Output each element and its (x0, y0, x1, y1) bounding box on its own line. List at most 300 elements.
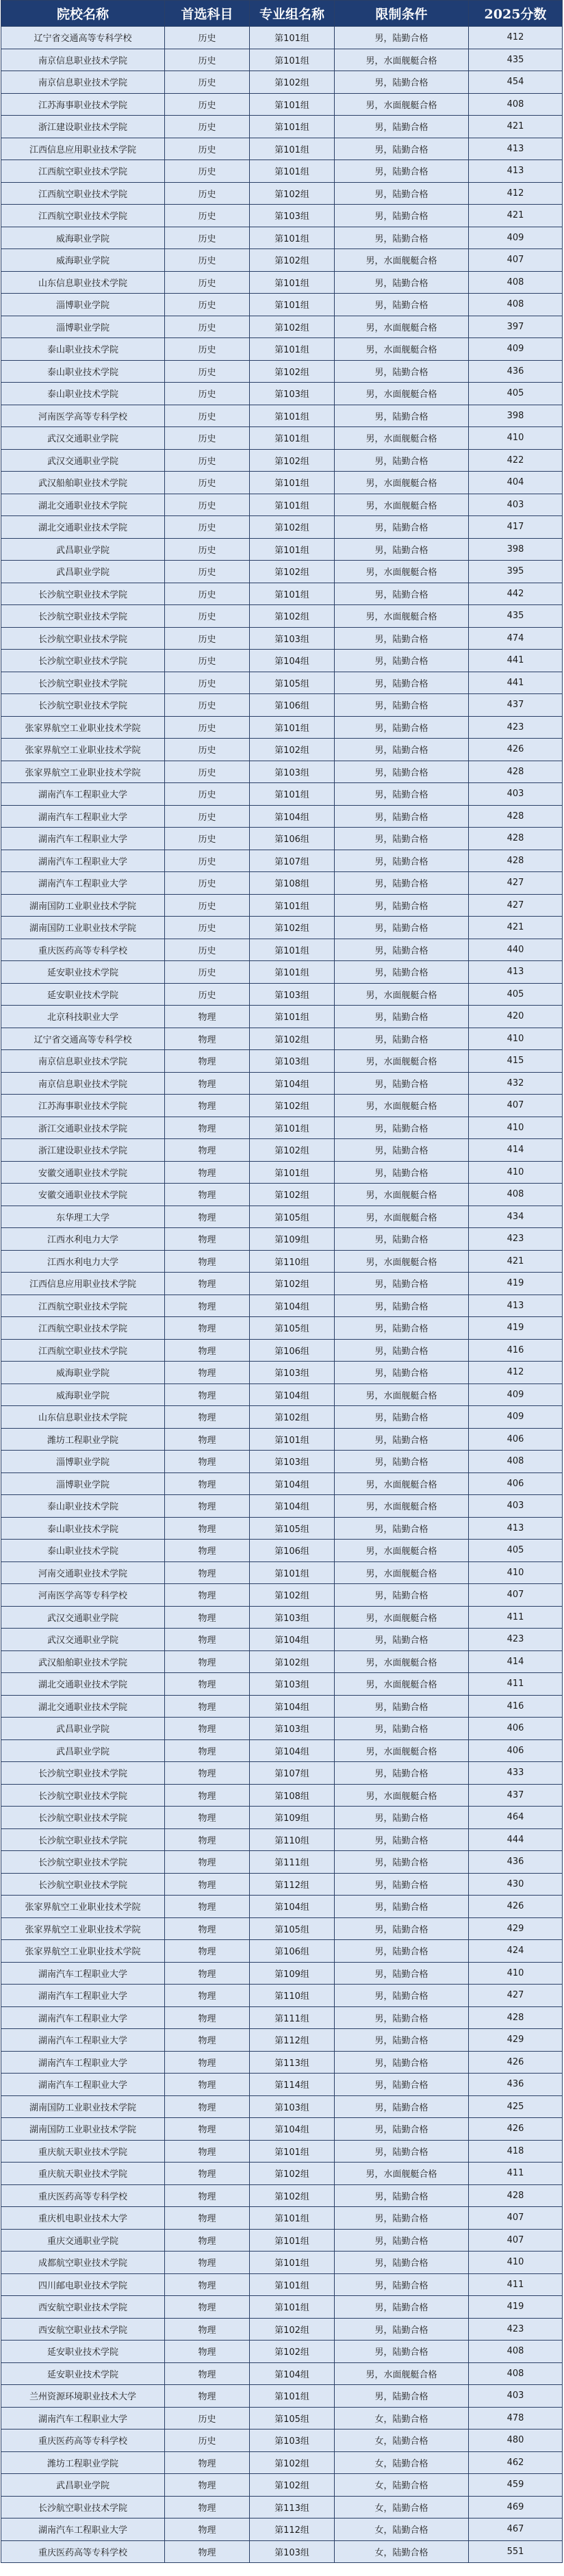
cell-major-group: 第104组 (250, 1629, 335, 1651)
cell-score: 420 (469, 1006, 563, 1028)
table-row (1, 1362, 563, 1384)
cell-major-group: 第101组 (250, 583, 335, 605)
cell-restriction: 女，陆勤合格 (335, 2407, 469, 2430)
cell-school-name: 湖南国防工业职业技术学院 (1, 894, 165, 917)
table-row (1, 1472, 563, 1495)
table-row (1, 2095, 563, 2118)
cell-restriction: 男，陆勤合格 (335, 2207, 469, 2230)
cell-first-subject: 物理 (165, 1718, 250, 1740)
cell-score: 411 (469, 2163, 563, 2185)
cell-major-group: 第105组 (250, 1317, 335, 1340)
cell-score: 412 (469, 1362, 563, 1384)
cell-restriction: 男，水面舰艇合格 (335, 1650, 469, 1673)
cell-restriction: 男，水面舰艇合格 (335, 49, 469, 71)
cell-restriction: 男，陆勤合格 (335, 1028, 469, 1050)
cell-score: 408 (469, 1184, 563, 1206)
cell-score: 410 (469, 1117, 563, 1139)
cell-first-subject: 物理 (165, 1161, 250, 1184)
cell-school-name: 淄博职业学院 (1, 316, 165, 338)
cell-score: 469 (469, 2496, 563, 2518)
cell-major-group: 第101组 (250, 494, 335, 516)
table-row (1, 1962, 563, 1985)
cell-restriction: 男，陆勤合格 (335, 1896, 469, 1918)
cell-first-subject: 历史 (165, 383, 250, 405)
cell-score: 413 (469, 160, 563, 183)
cell-restriction: 男，陆勤合格 (335, 872, 469, 895)
cell-restriction: 男，水面舰艇合格 (335, 983, 469, 1006)
cell-major-group: 第105组 (250, 1206, 335, 1228)
cell-restriction: 男，陆勤合格 (335, 1317, 469, 1340)
cell-first-subject: 物理 (165, 1495, 250, 1518)
cell-score: 442 (469, 583, 563, 605)
cell-first-subject: 物理 (165, 2074, 250, 2096)
table-row (1, 1095, 563, 1117)
cell-school-name: 南京信息职业技术学院 (1, 1050, 165, 1073)
cell-school-name: 江西航空职业技术学院 (1, 1295, 165, 1317)
cell-school-name: 河南医学高等专科学校 (1, 405, 165, 427)
table-row (1, 1718, 563, 1740)
table-row (1, 805, 563, 828)
cell-school-name: 湖南汽车工程职业大学 (1, 872, 165, 895)
cell-score: 411 (469, 1673, 563, 1696)
cell-school-name: 长沙航空职业技术学院 (1, 1873, 165, 1896)
cell-first-subject: 历史 (165, 2430, 250, 2452)
table-row (1, 1383, 563, 1406)
cell-major-group: 第104组 (250, 1295, 335, 1317)
cell-school-name: 张家界航空工业职业技术学院 (1, 761, 165, 783)
cell-restriction: 男，陆勤合格 (335, 271, 469, 294)
cell-school-name: 湖南国防工业职业技术学院 (1, 917, 165, 939)
cell-first-subject: 物理 (165, 1428, 250, 1451)
cell-major-group: 第102组 (250, 1139, 335, 1162)
cell-major-group: 第114组 (250, 2074, 335, 2096)
cell-school-name: 长沙航空职业技术学院 (1, 694, 165, 717)
cell-school-name: 湖南汽车工程职业大学 (1, 805, 165, 828)
cell-restriction: 男，陆勤合格 (335, 1072, 469, 1095)
cell-major-group: 第105组 (250, 1917, 335, 1940)
cell-restriction: 男，水面舰艇合格 (335, 427, 469, 450)
cell-major-group: 第102组 (250, 739, 335, 761)
cell-score: 416 (469, 1339, 563, 1362)
cell-major-group: 第101组 (250, 227, 335, 249)
cell-major-group: 第101组 (250, 2273, 335, 2296)
table-row (1, 316, 563, 338)
table-row (1, 427, 563, 450)
table-row (1, 93, 563, 116)
table-row (1, 828, 563, 850)
table-row (1, 1561, 563, 1584)
cell-school-name: 山东信息职业技术学院 (1, 1406, 165, 1429)
table-row (1, 1317, 563, 1340)
cell-score: 426 (469, 2051, 563, 2074)
cell-school-name: 武昌职业学院 (1, 2474, 165, 2497)
table-row (1, 360, 563, 383)
cell-restriction: 男，陆勤合格 (335, 783, 469, 806)
cell-restriction: 男，陆勤合格 (335, 1807, 469, 1829)
cell-first-subject: 物理 (165, 1629, 250, 1651)
cell-first-subject: 物理 (165, 2029, 250, 2052)
cell-score: 428 (469, 2006, 563, 2029)
cell-score: 454 (469, 71, 563, 94)
cell-major-group: 第103组 (250, 2095, 335, 2118)
cell-major-group: 第103组 (250, 383, 335, 405)
cell-school-name: 武汉交通职业学院 (1, 1629, 165, 1651)
cell-restriction: 男，陆勤合格 (335, 1695, 469, 1718)
cell-restriction: 男，陆勤合格 (335, 138, 469, 160)
cell-score: 409 (469, 1383, 563, 1406)
cell-major-group: 第102组 (250, 2184, 335, 2207)
table-row (1, 271, 563, 294)
cell-first-subject: 历史 (165, 405, 250, 427)
cell-major-group: 第102组 (250, 1273, 335, 1295)
cell-school-name: 泰山职业技术学院 (1, 383, 165, 405)
cell-school-name: 南京信息职业技术学院 (1, 49, 165, 71)
cell-major-group: 第101组 (250, 427, 335, 450)
cell-restriction: 男，水面舰艇合格 (335, 605, 469, 628)
cell-score: 440 (469, 939, 563, 961)
cell-restriction: 男，陆勤合格 (335, 1161, 469, 1184)
table-row (1, 2140, 563, 2163)
cell-score: 423 (469, 1629, 563, 1651)
cell-first-subject: 物理 (165, 1561, 250, 1584)
cell-major-group: 第101组 (250, 49, 335, 71)
cell-score: 430 (469, 1873, 563, 1896)
cell-school-name: 南京信息职业技术学院 (1, 1072, 165, 1095)
cell-restriction: 男，陆勤合格 (335, 2318, 469, 2341)
table-row (1, 1762, 563, 1785)
cell-major-group: 第102组 (250, 71, 335, 94)
cell-school-name: 重庆医药高等专科学校 (1, 939, 165, 961)
cell-first-subject: 历史 (165, 116, 250, 138)
cell-school-name: 泰山职业技术学院 (1, 338, 165, 361)
cell-restriction: 男，水面舰艇合格 (335, 1472, 469, 1495)
cell-first-subject: 历史 (165, 538, 250, 561)
cell-major-group: 第101组 (250, 27, 335, 49)
cell-restriction: 女，陆勤合格 (335, 2496, 469, 2518)
cell-school-name: 西安航空职业技术学院 (1, 2318, 165, 2341)
table-row (1, 516, 563, 539)
table-row (1, 1940, 563, 1963)
table-row (1, 2051, 563, 2074)
cell-score: 426 (469, 739, 563, 761)
cell-score: 426 (469, 1896, 563, 1918)
cell-school-name: 重庆航天职业技术学院 (1, 2140, 165, 2163)
cell-restriction: 男，陆勤合格 (335, 739, 469, 761)
cell-score: 421 (469, 1250, 563, 1273)
cell-score: 408 (469, 1451, 563, 1473)
cell-school-name: 长沙航空职业技术学院 (1, 1784, 165, 1807)
cell-restriction: 男，水面舰艇合格 (335, 338, 469, 361)
cell-major-group: 第102组 (250, 1650, 335, 1673)
cell-first-subject: 历史 (165, 160, 250, 183)
table-row (1, 1028, 563, 1050)
cell-school-name: 威海职业学院 (1, 1383, 165, 1406)
cell-major-group: 第101组 (250, 2296, 335, 2319)
cell-school-name: 江西信息应用职业技术学院 (1, 1273, 165, 1295)
cell-score: 478 (469, 2407, 563, 2430)
cell-school-name: 武汉交通职业学院 (1, 449, 165, 472)
cell-score: 427 (469, 894, 563, 917)
cell-school-name: 湖南汽车工程职业大学 (1, 850, 165, 872)
cell-restriction: 男，陆勤合格 (335, 2385, 469, 2408)
cell-major-group: 第102组 (250, 2163, 335, 2185)
cell-restriction: 男，陆勤合格 (335, 449, 469, 472)
table-row (1, 338, 563, 361)
cell-major-group: 第106组 (250, 1940, 335, 1963)
cell-score: 410 (469, 1161, 563, 1184)
cell-school-name: 湖南汽车工程职业大学 (1, 2074, 165, 2096)
cell-restriction: 男，水面舰艇合格 (335, 561, 469, 583)
cell-major-group: 第102组 (250, 2451, 335, 2474)
cell-restriction: 男，水面舰艇合格 (335, 472, 469, 494)
table-row (1, 850, 563, 872)
cell-school-name: 江西航空职业技术学院 (1, 1339, 165, 1362)
cell-restriction: 男，陆勤合格 (335, 516, 469, 539)
cell-major-group: 第105组 (250, 672, 335, 694)
cell-school-name: 江西信息应用职业技术学院 (1, 138, 165, 160)
cell-first-subject: 物理 (165, 1206, 250, 1228)
table-row (1, 1985, 563, 2007)
table-row (1, 1828, 563, 1851)
table-body (1, 27, 563, 2563)
table-row (1, 1295, 563, 1317)
cell-major-group: 第102组 (250, 1584, 335, 1607)
cell-major-group: 第101组 (250, 2207, 335, 2230)
table-row (1, 2496, 563, 2518)
table-row (1, 2184, 563, 2207)
cell-restriction: 男，陆勤合格 (335, 961, 469, 984)
cell-school-name: 江苏海事职业技术学院 (1, 93, 165, 116)
cell-score: 405 (469, 383, 563, 405)
cell-school-name: 重庆医药高等专科学校 (1, 2184, 165, 2207)
cell-first-subject: 物理 (165, 1095, 250, 1117)
cell-major-group: 第103组 (250, 1050, 335, 1073)
cell-restriction: 男，陆勤合格 (335, 939, 469, 961)
cell-first-subject: 物理 (165, 2341, 250, 2363)
cell-first-subject: 物理 (165, 1250, 250, 1273)
cell-first-subject: 历史 (165, 983, 250, 1006)
cell-school-name: 张家界航空工业职业技术学院 (1, 739, 165, 761)
table-row (1, 1896, 563, 1918)
table-row (1, 1273, 563, 1295)
table-row (1, 2540, 563, 2563)
cell-score: 428 (469, 850, 563, 872)
cell-restriction: 男，陆勤合格 (335, 1006, 469, 1028)
table-row (1, 2296, 563, 2319)
table-row (1, 2341, 563, 2363)
cell-score: 403 (469, 1495, 563, 1518)
table-row (1, 116, 563, 138)
cell-restriction: 男，陆勤合格 (335, 1139, 469, 1162)
table-row (1, 672, 563, 694)
cell-score: 425 (469, 2095, 563, 2118)
cell-school-name: 长沙航空职业技术学院 (1, 1807, 165, 1829)
cell-school-name: 潍坊工程职业学院 (1, 1428, 165, 1451)
table-row (1, 2074, 563, 2096)
cell-first-subject: 历史 (165, 894, 250, 917)
cell-major-group: 第102组 (250, 605, 335, 628)
cell-restriction: 男，陆勤合格 (335, 627, 469, 650)
cell-first-subject: 物理 (165, 1762, 250, 1785)
cell-major-group: 第108组 (250, 872, 335, 895)
cell-major-group: 第101组 (250, 1428, 335, 1451)
cell-first-subject: 物理 (165, 1451, 250, 1473)
cell-major-group: 第102组 (250, 449, 335, 472)
table-row (1, 1807, 563, 1829)
cell-major-group: 第102组 (250, 561, 335, 583)
cell-score: 409 (469, 1406, 563, 1429)
cell-school-name: 辽宁省交通高等专科学校 (1, 27, 165, 49)
cell-school-name: 安徽交通职业技术学院 (1, 1161, 165, 1184)
cell-restriction: 男，陆勤合格 (335, 1873, 469, 1896)
cell-school-name: 湖南国防工业职业技术学院 (1, 2095, 165, 2118)
table-header (1, 1, 563, 27)
cell-score: 419 (469, 2296, 563, 2319)
cell-score: 421 (469, 205, 563, 227)
cell-school-name: 湖南汽车工程职业大学 (1, 1962, 165, 1985)
cell-restriction: 男，陆勤合格 (335, 1428, 469, 1451)
table-row (1, 405, 563, 427)
cell-first-subject: 历史 (165, 761, 250, 783)
table-row (1, 1250, 563, 1273)
cell-first-subject: 历史 (165, 294, 250, 316)
cell-restriction: 男，陆勤合格 (335, 2029, 469, 2052)
cell-first-subject: 历史 (165, 494, 250, 516)
cell-first-subject: 物理 (165, 2118, 250, 2141)
cell-score: 444 (469, 1828, 563, 1851)
cell-major-group: 第103组 (250, 1606, 335, 1629)
table-row (1, 716, 563, 739)
cell-score: 408 (469, 271, 563, 294)
cell-school-name: 重庆航天职业技术学院 (1, 2163, 165, 2185)
cell-first-subject: 历史 (165, 783, 250, 806)
table-row (1, 650, 563, 672)
cell-major-group: 第110组 (250, 1828, 335, 1851)
cell-first-subject: 物理 (165, 2051, 250, 2074)
cell-score: 418 (469, 2140, 563, 2163)
cell-score: 436 (469, 360, 563, 383)
cell-score: 427 (469, 872, 563, 895)
cell-major-group: 第104组 (250, 1072, 335, 1095)
cell-restriction: 男，水面舰艇合格 (335, 1250, 469, 1273)
cell-score: 412 (469, 27, 563, 49)
cell-restriction: 男，陆勤合格 (335, 694, 469, 717)
cell-restriction: 男，陆勤合格 (335, 27, 469, 49)
cell-major-group: 第101组 (250, 2229, 335, 2252)
cell-restriction: 女，陆勤合格 (335, 2430, 469, 2452)
cell-major-group: 第102组 (250, 182, 335, 205)
cell-first-subject: 物理 (165, 1273, 250, 1295)
cell-major-group: 第103组 (250, 1451, 335, 1473)
cell-first-subject: 物理 (165, 1050, 250, 1073)
cell-major-group: 第109组 (250, 1228, 335, 1251)
cell-major-group: 第103组 (250, 1673, 335, 1696)
cell-school-name: 江西水利电力大学 (1, 1250, 165, 1273)
table-row (1, 1629, 563, 1651)
cell-school-name: 武昌职业学院 (1, 538, 165, 561)
cell-major-group: 第101组 (250, 1561, 335, 1584)
cell-first-subject: 物理 (165, 1517, 250, 1540)
cell-school-name: 江西航空职业技术学院 (1, 160, 165, 183)
cell-score: 395 (469, 561, 563, 583)
cell-score: 416 (469, 1695, 563, 1718)
cell-score: 413 (469, 961, 563, 984)
cell-major-group: 第101组 (250, 138, 335, 160)
cell-score: 415 (469, 1050, 563, 1073)
cell-first-subject: 历史 (165, 961, 250, 984)
cell-first-subject: 物理 (165, 1383, 250, 1406)
cell-first-subject: 物理 (165, 2140, 250, 2163)
table-row (1, 2229, 563, 2252)
cell-first-subject: 物理 (165, 2474, 250, 2497)
cell-score: 424 (469, 1940, 563, 1963)
table-row (1, 1739, 563, 1762)
cell-restriction: 男，陆勤合格 (335, 1451, 469, 1473)
cell-major-group: 第101组 (250, 783, 335, 806)
cell-school-name: 安徽交通职业技术学院 (1, 1184, 165, 1206)
cell-first-subject: 历史 (165, 917, 250, 939)
cell-major-group: 第102组 (250, 1406, 335, 1429)
cell-restriction: 男，陆勤合格 (335, 1828, 469, 1851)
cell-score: 428 (469, 761, 563, 783)
cell-restriction: 男，水面舰艇合格 (335, 2163, 469, 2185)
cell-school-name: 长沙航空职业技术学院 (1, 605, 165, 628)
cell-major-group: 第113组 (250, 2051, 335, 2074)
cell-major-group: 第102组 (250, 249, 335, 272)
cell-first-subject: 物理 (165, 2540, 250, 2563)
cell-restriction: 男，陆勤合格 (335, 538, 469, 561)
cell-restriction: 男，陆勤合格 (335, 2296, 469, 2319)
cell-school-name: 湖南汽车工程职业大学 (1, 2051, 165, 2074)
cell-major-group: 第101组 (250, 472, 335, 494)
cell-first-subject: 物理 (165, 1184, 250, 1206)
cell-major-group: 第102组 (250, 1028, 335, 1050)
cell-score: 406 (469, 1472, 563, 1495)
cell-first-subject: 物理 (165, 1117, 250, 1139)
cell-major-group: 第103组 (250, 983, 335, 1006)
cell-score: 421 (469, 917, 563, 939)
cell-restriction: 男，水面舰艇合格 (335, 1606, 469, 1629)
cell-first-subject: 历史 (165, 227, 250, 249)
cell-restriction: 男，陆勤合格 (335, 1517, 469, 1540)
cell-restriction: 男，陆勤合格 (335, 761, 469, 783)
table-row (1, 1851, 563, 1874)
cell-first-subject: 历史 (165, 316, 250, 338)
cell-major-group: 第109组 (250, 1962, 335, 1985)
cell-first-subject: 物理 (165, 2318, 250, 2341)
cell-school-name: 河南交通职业技术学院 (1, 1561, 165, 1584)
cell-restriction: 男，陆勤合格 (335, 805, 469, 828)
table-row (1, 160, 563, 183)
table-row (1, 1517, 563, 1540)
cell-school-name: 长沙航空职业技术学院 (1, 583, 165, 605)
admission-score-table-container (1, 0, 562, 2563)
cell-score: 427 (469, 1985, 563, 2007)
table-row (1, 472, 563, 494)
cell-school-name: 湖南汽车工程职业大学 (1, 2407, 165, 2430)
table-row (1, 1650, 563, 1673)
cell-score: 403 (469, 783, 563, 806)
cell-score: 464 (469, 1807, 563, 1829)
cell-major-group: 第101组 (250, 2252, 335, 2274)
admission-score-table (1, 0, 563, 2563)
table-row (1, 49, 563, 71)
cell-restriction: 男，水面舰艇合格 (335, 1050, 469, 1073)
cell-score: 423 (469, 1228, 563, 1251)
table-row (1, 1139, 563, 1162)
cell-restriction: 女，陆勤合格 (335, 2451, 469, 2474)
cell-first-subject: 物理 (165, 2451, 250, 2474)
